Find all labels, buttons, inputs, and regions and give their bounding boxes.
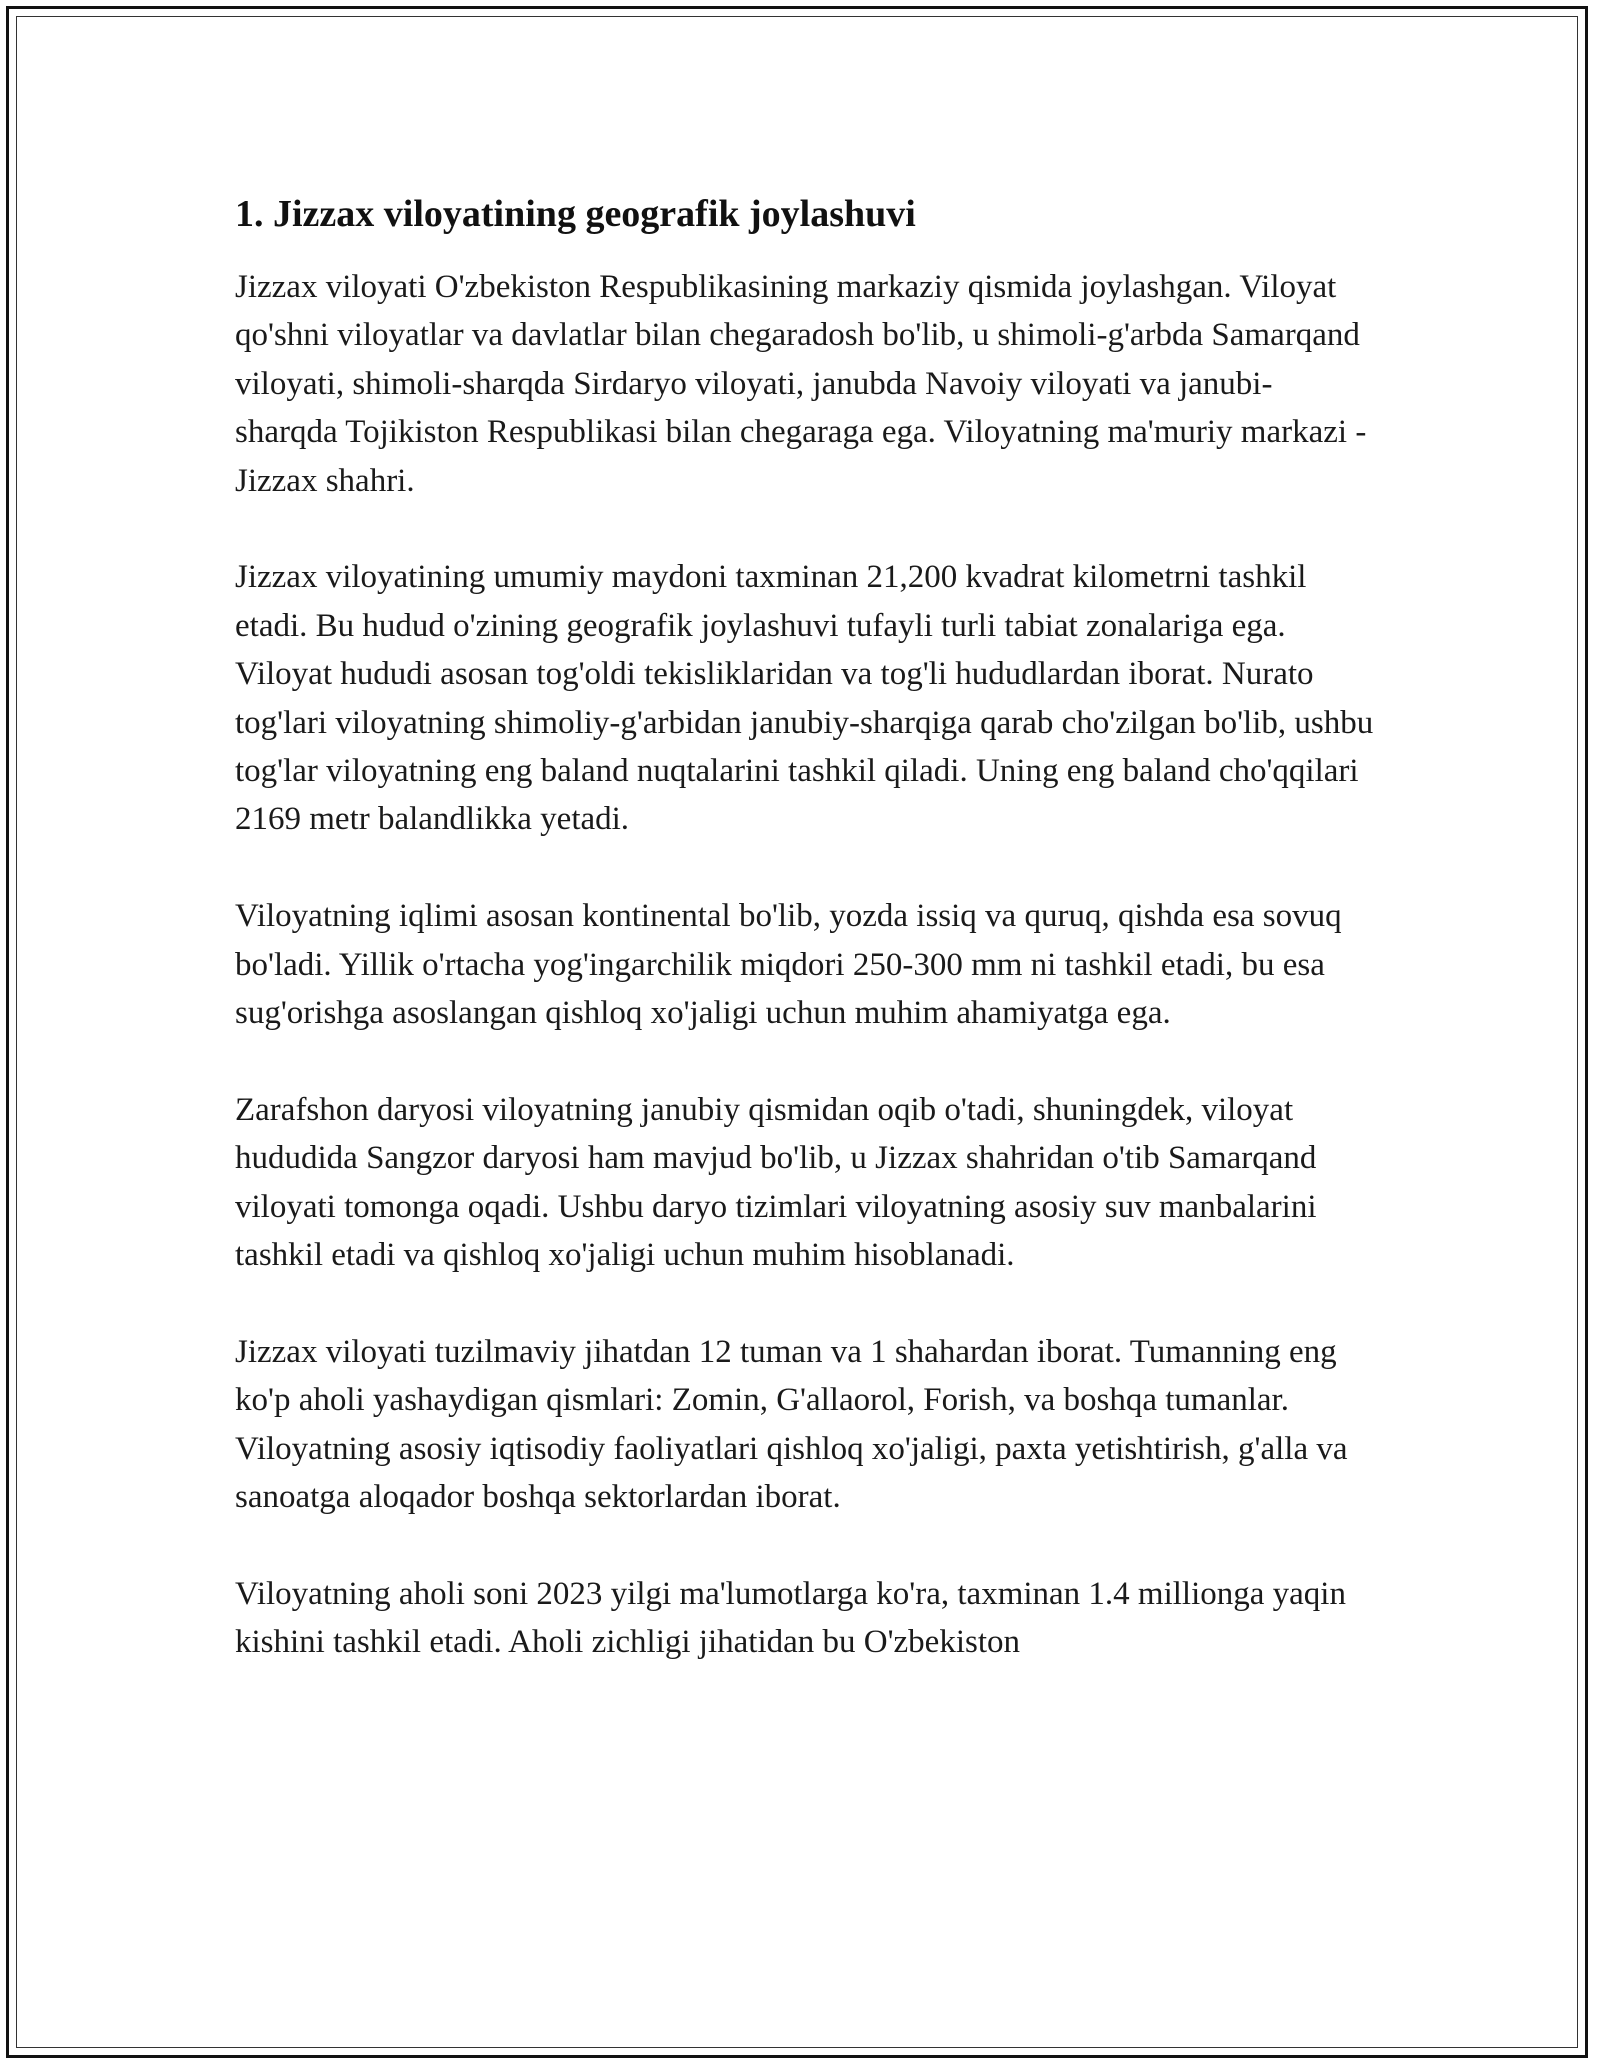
paragraph-area-terrain: Jizzax viloyatining umumiy maydoni taxminan 21,200 kvadrat kilometrni tashkil etadi. Bu hudud o'zining geografik joylashuvi tufayli turli tabiat zonalariga ega. Viloyat hududi asosan tog'oldi tekisliklaridan va tog'li hududlardan iborat. Nurato tog'lari viloyatning shimoliy-g'arbidan janubiy-sharqiga qarab cho'zilgan bo'lib, ushbu tog'lar viloyatning eng baland nuqtalarini tashkil qiladi. Uning eng baland cho'qqilari 2169 metr balandlikka yetadi. [235,559,1374,838]
document-body [235,185,1375,1667]
paragraph-climate: Viloyatning iqlimi asosan kontinental bo'lib, yozda issiq va quruq, qishda esa sovuq bo'ladi. Yillik o'rtacha yog'ingarchilik miqdori 250-300 mm ni tashkil etadi, bu esa sug'orishga asoslangan qishloq xo'jaligi uchun muhim ahamiyatga ega. [235,898,1342,1032]
paragraph-administration: Jizzax viloyati tuzilmaviy jihatdan 12 tuman va 1 shahardan iborat. Tumanning eng ko'p aholi yashaydigan qismlari: Zomin, G'allaorol, Forish, va boshqa tumanlar. Viloyatning asosiy iqtisodiy faoliyatlari qishloq xo'jaligi, paxta yetishtirish, g'alla va sanoatga aloqador boshqa sektorlardan iborat. [235,1333,1348,1516]
paragraph-population: Viloyatning aholi soni 2023 yilgi ma'lumotlarga ko'ra, taxminan 1.4 millionga yaqin kishini tashkil etadi. Aholi zichligi jihatidan bu O'zbekiston [235,1575,1346,1661]
document-title: 1. Jizzax viloyatining geografik joylashuvi [235,193,916,235]
paragraph-location: Jizzax viloyati O'zbekiston Respublikasining markaziy qismida joylashgan. Viloyat qo'shni viloyatlar va davlatlar bilan chegaradosh bo'lib, u shimoli-g'arbda Samarqand viloyati, shimoli-sharqda Sirdaryo viloyati, janubda Navoiy viloyati va janubi-sharqda Tojikiston Respublikasi bilan chegaraga ega. Viloyatning ma'muriy markazi - Jizzax shahri. [235,269,1367,499]
paragraph-rivers: Zarafshon daryosi viloyatning janubiy qismidan oqib o'tadi, shuningdek, viloyat hududida Sangzor daryosi ham mavjud bo'lib, u Jizzax shahridan o'tib Samarqand viloyati tomonga oqadi. Ushbu daryo tizimlari viloyatning asosiy suv manbalarini tashkil etadi va qishloq xo'jaligi uchun muhim hisoblanadi. [235,1091,1317,1274]
